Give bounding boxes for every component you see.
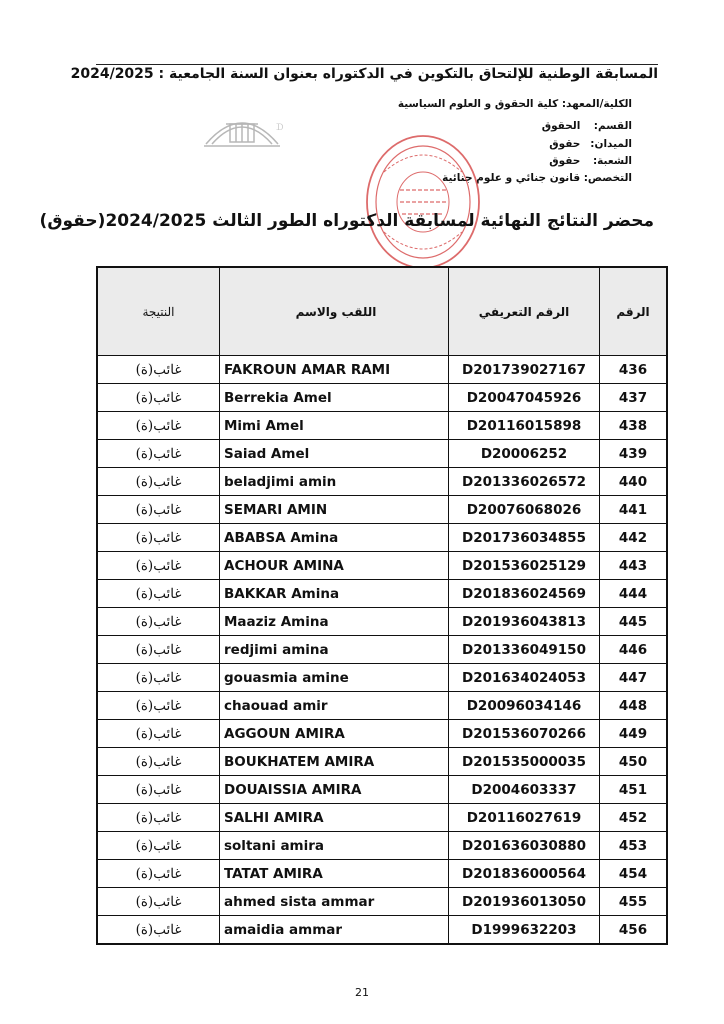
cell-result: غائب(ة) xyxy=(97,384,220,412)
cell-result: غائب(ة) xyxy=(97,636,220,664)
header-result: النتيجة xyxy=(97,267,220,356)
cell-id: D20006252 xyxy=(449,440,600,468)
header-name: اللقب والاسم xyxy=(220,267,449,356)
faculty-value: كلية الحقوق و العلوم السياسية xyxy=(397,98,559,110)
cell-id: D201739027167 xyxy=(449,356,600,384)
cell-id: D20096034146 xyxy=(449,692,600,720)
cell-number: 456 xyxy=(600,916,668,945)
table-row xyxy=(97,888,667,916)
cell-result: غائب(ة) xyxy=(97,552,220,580)
cell-number: 450 xyxy=(600,748,668,776)
cell-id: D201836024569 xyxy=(449,580,600,608)
cell-name: chaouad amir xyxy=(220,692,449,720)
branch-label: الشعبة: xyxy=(592,155,632,167)
top-rule xyxy=(96,64,658,65)
cell-id: D201535000035 xyxy=(449,748,600,776)
cell-number: 451 xyxy=(600,776,668,804)
cell-result: غائب(ة) xyxy=(97,888,220,916)
cell-number: 449 xyxy=(600,720,668,748)
cell-id: D201634024053 xyxy=(449,664,600,692)
field-value: حقوق xyxy=(549,138,581,150)
header-id: الرقم التعريفي xyxy=(449,267,600,356)
cell-result: غائب(ة) xyxy=(97,440,220,468)
table-row xyxy=(97,720,667,748)
field-label: الميدان: xyxy=(590,138,632,150)
cell-name: FAKROUN AMAR RAMI xyxy=(220,356,449,384)
table-row xyxy=(97,580,667,608)
cell-name: AGGOUN AMIRA xyxy=(220,720,449,748)
results-table xyxy=(96,266,668,945)
cell-number: 446 xyxy=(600,636,668,664)
field-line xyxy=(549,138,632,150)
cell-id: D201736034855 xyxy=(449,524,600,552)
faculty-label: الكلية/المعهد: xyxy=(561,98,632,110)
cell-id: D201836000564 xyxy=(449,860,600,888)
cell-result: غائب(ة) xyxy=(97,804,220,832)
cell-name: Berrekia Amel xyxy=(220,384,449,412)
table-row xyxy=(97,468,667,496)
cell-id: D201336026572 xyxy=(449,468,600,496)
department-value: الحقوق xyxy=(541,120,581,132)
cell-name: Saiad Amel xyxy=(220,440,449,468)
table-header-row xyxy=(97,267,667,356)
cell-result: غائب(ة) xyxy=(97,748,220,776)
cell-number: 447 xyxy=(600,664,668,692)
cell-id: D20116027619 xyxy=(449,804,600,832)
cell-name: gouasmia amine xyxy=(220,664,449,692)
cell-number: 437 xyxy=(600,384,668,412)
university-logo-icon xyxy=(196,100,288,154)
cell-name: BAKKAR Amina xyxy=(220,580,449,608)
table-row xyxy=(97,748,667,776)
cell-number: 442 xyxy=(600,524,668,552)
cell-id: D1999632203 xyxy=(449,916,600,945)
table-row xyxy=(97,608,667,636)
cell-id: D20047045926 xyxy=(449,384,600,412)
cell-number: 455 xyxy=(600,888,668,916)
cell-number: 454 xyxy=(600,860,668,888)
cell-result: غائب(ة) xyxy=(97,720,220,748)
cell-name: soltani amira xyxy=(220,832,449,860)
cell-number: 453 xyxy=(600,832,668,860)
table-row xyxy=(97,524,667,552)
cell-name: amaidia ammar xyxy=(220,916,449,945)
cell-number: 436 xyxy=(600,356,668,384)
cell-result: غائب(ة) xyxy=(97,776,220,804)
cell-result: غائب(ة) xyxy=(97,692,220,720)
branch-line xyxy=(549,155,632,167)
cell-number: 438 xyxy=(600,412,668,440)
cell-name: DOUAISSIA AMIRA xyxy=(220,776,449,804)
cell-name: redjimi amina xyxy=(220,636,449,664)
cell-number: 444 xyxy=(600,580,668,608)
cell-id: D20116015898 xyxy=(449,412,600,440)
table-row xyxy=(97,692,667,720)
department-line xyxy=(542,120,632,132)
table-row xyxy=(97,384,667,412)
cell-result: غائب(ة) xyxy=(97,916,220,945)
cell-number: 445 xyxy=(600,608,668,636)
cell-result: غائب(ة) xyxy=(97,580,220,608)
table-row xyxy=(97,356,667,384)
cell-name: ahmed sista ammar xyxy=(220,888,449,916)
cell-id: D201936043813 xyxy=(449,608,600,636)
table-row xyxy=(97,804,667,832)
cell-id: D201336049150 xyxy=(449,636,600,664)
table-row xyxy=(97,440,667,468)
cell-result: غائب(ة) xyxy=(97,524,220,552)
cell-result: غائب(ة) xyxy=(97,860,220,888)
cell-number: 448 xyxy=(600,692,668,720)
cell-result: غائب(ة) xyxy=(97,468,220,496)
cell-result: غائب(ة) xyxy=(97,496,220,524)
cell-number: 441 xyxy=(600,496,668,524)
cell-id: D201536070266 xyxy=(449,720,600,748)
table-row xyxy=(97,636,667,664)
document-title: محضر النتائج النهائية لمسابقة الدكتوراه الطور الثالث 2024/2025(حقوق) xyxy=(39,211,654,231)
table-row xyxy=(97,776,667,804)
cell-name: TATAT AMIRA xyxy=(220,860,449,888)
cell-id: D20076068026 xyxy=(449,496,600,524)
table-row xyxy=(97,916,667,945)
competition-title: المسابقة الوطنية للإلتحاق بالتكوين في الدكتوراه بعنوان السنة الجامعية : 2024/2025 xyxy=(70,66,658,82)
cell-name: Mimi Amel xyxy=(220,412,449,440)
table-row xyxy=(97,664,667,692)
specialty-label: التخصص: xyxy=(583,172,632,184)
cell-result: غائب(ة) xyxy=(97,608,220,636)
cell-number: 440 xyxy=(600,468,668,496)
table-row xyxy=(97,412,667,440)
svg-text:ᗪ: ᗪ xyxy=(276,123,284,133)
official-stamp-icon xyxy=(364,132,482,272)
cell-id: D201636030880 xyxy=(449,832,600,860)
cell-result: غائب(ة) xyxy=(97,412,220,440)
cell-id: D201536025129 xyxy=(449,552,600,580)
branch-value: حقوق xyxy=(549,155,581,167)
table-row xyxy=(97,496,667,524)
cell-name: SALHI AMIRA xyxy=(220,804,449,832)
cell-name: ACHOUR AMINA xyxy=(220,552,449,580)
table-row xyxy=(97,552,667,580)
cell-result: غائب(ة) xyxy=(97,832,220,860)
cell-name: beladjimi amin xyxy=(220,468,449,496)
specialty-value: قانون جنائي و علوم جنائية xyxy=(442,172,581,184)
cell-name: SEMARI AMIN xyxy=(220,496,449,524)
cell-id: D2004603337 xyxy=(449,776,600,804)
cell-result: غائب(ة) xyxy=(97,356,220,384)
faculty-line xyxy=(398,98,632,110)
cell-name: BOUKHATEM AMIRA xyxy=(220,748,449,776)
cell-number: 443 xyxy=(600,552,668,580)
cell-name: Maaziz Amina xyxy=(220,608,449,636)
page-number: 21 xyxy=(355,986,369,999)
table-row xyxy=(97,860,667,888)
cell-number: 452 xyxy=(600,804,668,832)
cell-result: غائب(ة) xyxy=(97,664,220,692)
cell-number: 439 xyxy=(600,440,668,468)
cell-id: D201936013050 xyxy=(449,888,600,916)
header-number: الرقم xyxy=(600,267,668,356)
cell-name: ABABSA Amina xyxy=(220,524,449,552)
department-label: القسم: xyxy=(593,120,632,132)
table-row xyxy=(97,832,667,860)
